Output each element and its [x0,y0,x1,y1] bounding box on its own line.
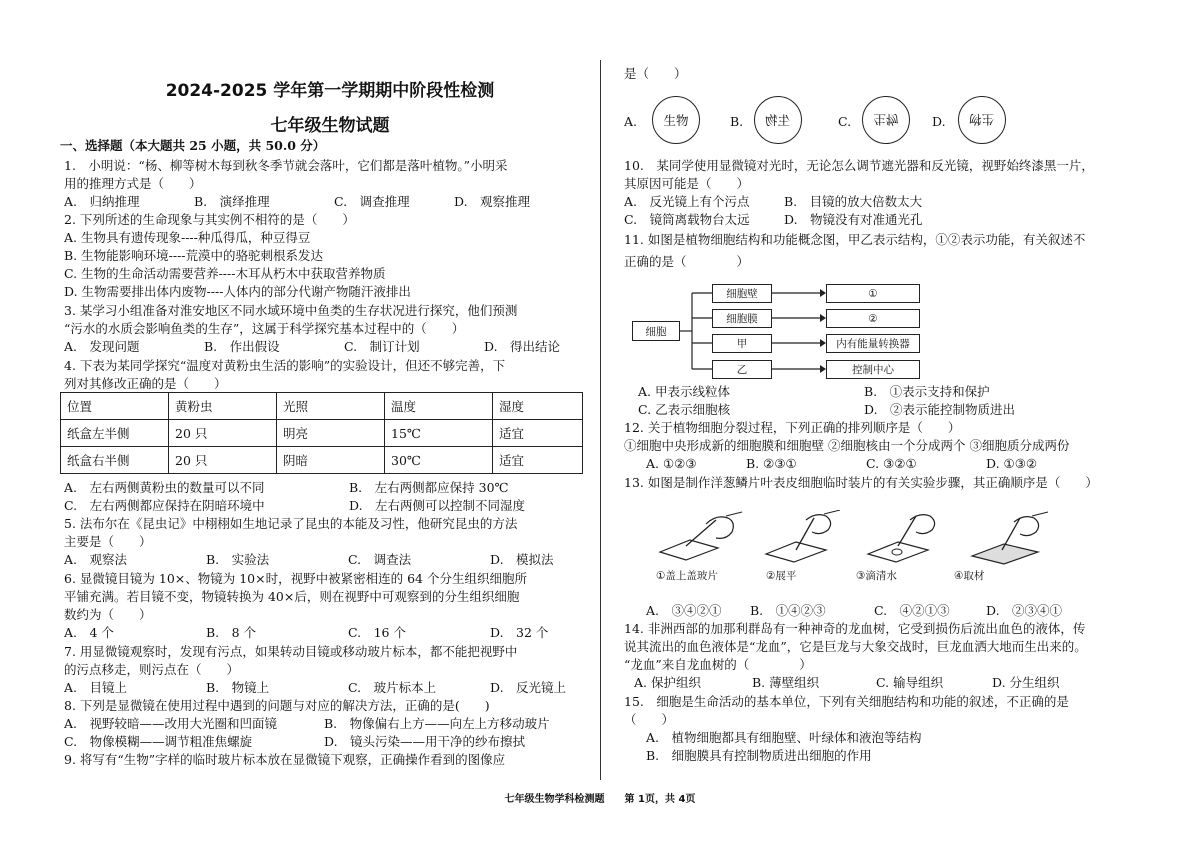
diagram-function-box [826,334,920,353]
q5-line-2: 主要是（ ） [64,534,152,549]
q3-line-1: 3. 某学习小组准备对淮安地区不同水域环境中鱼类的生存状况进行探究，他们预测 [64,303,518,318]
q2-option-d[interactable]: D. 生物需要排出体内废物----人体内的部分代谢产物随汗液排出 [64,284,411,299]
q12-line-1: 12. 关于植物细胞分裂过程，下列正确的排列顺序是（ ） [624,420,961,435]
q6-option-b[interactable]: B. 8 个 [206,625,257,640]
diagram-function-label: ② [868,312,878,325]
q14-line-1: 14. 非洲西部的加那利群岛有一种神奇的龙血树，它受到损伤后流出血色的液体，传 [624,621,1086,636]
q4-line-2: 列对其修改正确的是（ ） [64,376,227,391]
diagram-structure-box [712,360,772,379]
diagram-function-label: 内有能量转换器 [836,338,910,350]
q11-line-1: 11. 如图是植物细胞结构和功能概念图，甲乙表示结构，①②表示功能，有关叙述不 [624,232,1086,247]
q10-options-row2 [624,212,923,228]
q9-option-c-image[interactable] [862,96,910,144]
q10-line-1: 10. 某同学使用显微镜对光时，无论怎么调节遮光器和反光镜，视野始终漆黑一片， [624,158,1094,173]
q15-line-1: 15. 细胞是生命活动的基本单位，下列有关细胞结构和功能的叙述，不正确的是 [624,694,1069,709]
q7-option-b[interactable]: B. 物镜上 [206,680,270,695]
q11-option-a[interactable]: A. 甲表示线粒体 [638,384,730,399]
q2-stem: 2. 下列所述的生命现象与其实例不相符的是（ ） [64,212,355,227]
q12-option-a[interactable]: A. ①②③ [646,456,697,471]
q10-line-2: 其原因可能是（ ） [624,176,750,191]
q8-stem: 8. 下列是显微镜在使用过程中遇到的问题与对应的解决方法，正确的是( ) [64,698,490,713]
q1-option-c[interactable]: C. 调查推理 [334,194,410,209]
q9-option-a-letter[interactable]: A. [624,114,638,129]
q8-options-row1 [64,716,550,732]
table-header-cell: 温度 [385,393,493,420]
diagram-function-box [826,309,920,328]
step-flatten-drawing [766,510,840,562]
q6-line-3: 数约为（ ） [64,607,152,622]
q10-options-row1 [624,194,922,210]
q7-options [64,680,566,696]
page-footer: 七年级生物学科检测题 第 1页，共 4页 [504,794,696,805]
diagram-function-box [826,360,920,379]
q8-option-a[interactable]: A. 视野较暗——改用大光圈和凹面镜 [64,716,278,731]
q13-steps-illustration [656,510,1116,570]
q6-option-d[interactable]: D. 32 个 [490,625,549,640]
table-header-cell: 黄粉虫 [169,393,277,420]
q9-option-b-letter[interactable]: B. [730,114,744,129]
table-header-cell: 位置 [61,393,169,420]
q1-options [64,194,530,210]
q3-line-2: “污水的水质会影响鱼类的生存”，这属于科学探究基本过程中的（ ） [64,321,465,336]
q7-option-c[interactable]: C. 玻片标本上 [348,680,437,695]
q9-option-d-text: 生物 [969,112,995,127]
q10-option-d[interactable]: D. 物镜没有对准通光孔 [784,212,923,227]
diagram-root-label: 细胞 [645,325,667,338]
q12-option-c[interactable]: C. ③②① [866,456,917,471]
q4-line-1: 4. 下表为某同学探究“温度对黄粉虫生活的影响”的实验设计，但还不够完善，下 [64,358,506,373]
q14-options [634,675,1060,691]
q3-option-b[interactable]: B. 作出假设 [204,339,280,354]
q8-option-b[interactable]: B. 物像偏右上方——向左上方移动玻片 [324,716,550,731]
q13-step-label: ④取材 [954,570,985,582]
table-cell: 适宜 [493,447,583,474]
q14-option-a[interactable]: A. 保护组织 [634,675,701,690]
q11-options-row1 [638,384,990,400]
q13-step-label: ①盖上盖玻片 [656,570,718,582]
q11-option-d[interactable]: D. ②表示能控制物质进出 [864,402,1016,417]
q3-option-c[interactable]: C. 制订计划 [344,339,420,354]
diagram-structure-label: 乙 [736,364,748,376]
table-cell: 明亮 [277,420,385,447]
table-row [61,420,583,447]
q1-line-1: 1. 小明说：“杨、柳等树木每到秋冬季节就会落叶，它们都是落叶植物。”小明采 [64,158,508,173]
q11-line-2: 正确的是（ ） [624,254,750,269]
q9-option-d-image[interactable] [958,96,1006,144]
step-cover-slip-drawing [660,512,742,560]
diagram-structure-label: 甲 [736,338,748,350]
q13-stem: 13. 如图是制作洋葱鳞片叶表皮细胞临时装片的有关实验步骤，其正确顺序是（ ） [624,475,1098,490]
q10-option-a[interactable]: A. 反光镜上有个污点 [624,194,750,209]
q13-option-b[interactable]: B. ①④②③ [750,603,826,618]
q6-options [64,625,548,641]
q8-option-c[interactable]: C. 物像模糊——调节粗准焦螺旋 [64,734,253,749]
q4-options-row1 [64,480,509,496]
table-cell: 15℃ [385,420,493,447]
q10-option-c[interactable]: C. 镜筒离载物台太远 [624,212,750,227]
diagram-cell-root [632,321,680,341]
q2-option-a[interactable]: A. 生物具有遗传现象----种瓜得瓜，种豆得豆 [64,230,311,245]
table-row [61,447,583,474]
q5-option-c[interactable]: C. 调查法 [348,552,412,567]
q9-option-d-letter[interactable]: D. [932,114,946,129]
diagram-function-label: ① [868,287,878,300]
column-divider [600,60,601,780]
q5-line-1: 5. 法布尔在《昆虫记》中栩栩如生地记录了昆虫的本能及习性，他研究昆虫的方法 [64,516,518,531]
q7-line-1: 7. 用显微镜观察时，发现有污点，如果转动目镜或移动玻片标本，都不能把视野中 [64,644,518,659]
table-cell: 30℃ [385,447,493,474]
q8-options-row2 [64,734,525,750]
table-cell: 纸盒左半侧 [61,420,169,447]
q13-options [646,603,1062,619]
q1-line-2: 用的推理方式是（ ） [64,176,202,191]
exam-subtitle: 七年级生物试题 [270,116,390,136]
q15-option-a[interactable]: A. 植物细胞都具有细胞壁、叶绿体和液泡等结构 [646,730,922,745]
q13-step-label: ②展平 [766,570,797,582]
diagram-structure-box [712,334,772,353]
table-header-cell: 湿度 [493,393,583,420]
q13-step-label: ③滴清水 [856,570,897,582]
q14-option-d[interactable]: D. 分生组织 [992,675,1060,690]
diagram-structure-box [712,284,772,303]
q7-option-a[interactable]: A. 目镜上 [64,680,128,695]
table-cell: 适宜 [493,420,583,447]
q6-line-1: 6. 显微镜目镜为 10×、物镜为 10×时，视野中被紧密相连的 64 个分生组织细胞所 [64,571,527,586]
q6-option-a[interactable]: A. 4 个 [64,625,114,640]
table-cell: 纸盒右半侧 [61,447,169,474]
q8-option-d[interactable]: D. 镜头污染——用干净的纱布擦拭 [324,734,526,749]
q11-option-c[interactable]: C. 乙表示细胞核 [638,402,731,417]
step-water-drawing [868,515,935,562]
q3-option-a[interactable]: A. 发现问题 [64,339,140,354]
q5-options [64,552,554,568]
table-cell: 20 只 [169,420,277,447]
q10-option-b[interactable]: B. 目镜的放大倍数太大 [784,194,923,209]
q13-option-a[interactable]: A. ③④②① [646,603,722,618]
q12-options [646,456,1037,472]
q6-line-2: 平铺充满。若目镜不变，物镜转换为 40×后，则在视野中可观察到的分生组织细胞 [64,589,520,604]
q13-option-d[interactable]: D. ②③④① [986,603,1063,618]
q5-option-b[interactable]: B. 实验法 [206,552,270,567]
diagram-function-label: 控制中心 [852,364,894,376]
section-heading: 一、选择题（本大题共 25 小题，共 50.0 分） [60,138,326,153]
table-header-cell: 光照 [277,393,385,420]
table-cell: 20 只 [169,447,277,474]
q9-option-a-text: 生物 [663,113,689,128]
q1-option-b[interactable]: B. 演绎推理 [194,194,270,209]
q4-option-b[interactable]: B. 左右两侧都应保持 30℃ [349,480,509,495]
q13-option-c[interactable]: C. ④②①③ [874,603,950,618]
q9-stem: 9. 将写有“生物”字样的临时玻片标本放在显微镜下观察，正确操作看到的图像应 [64,752,506,767]
q11-options-row2 [638,402,1015,418]
q5-option-d[interactable]: D. 模拟法 [490,552,554,567]
q2-option-c[interactable]: C. 生物的生命活动需要营养----木耳从朽木中获取营养物质 [64,266,386,281]
q6-option-c[interactable]: C. 16 个 [348,625,406,640]
q15-option-b[interactable]: B. 细胞膜具有控制物质进出细胞的作用 [646,748,872,763]
q1-option-a[interactable]: A. 归纳推理 [64,194,140,209]
q12-line-2: ①细胞中央形成新的细胞膜和细胞壁 ②细胞核由一个分成两个 ③细胞质分成两份 [624,438,1070,453]
q1-option-d[interactable]: D. 观察推理 [454,194,531,209]
q12-option-d[interactable]: D. ①③② [986,456,1038,471]
q4-option-d[interactable]: D. 左右两侧可以控制不同湿度 [349,498,526,513]
table-header-row [61,393,583,420]
diagram-structure-label: 细胞壁 [726,288,758,300]
q14-line-3: “龙血”来自龙血树的（ ） [624,657,812,672]
diagram-structure-label: 细胞膜 [726,313,758,325]
q14-option-b[interactable]: B. 薄壁组织 [752,675,820,690]
q5-option-a[interactable]: A. 观察法 [64,552,128,567]
q4-options-row2 [64,498,525,514]
q11-option-b[interactable]: B. ①表示支持和保护 [864,384,990,399]
q9-option-c-letter[interactable]: C. [838,114,852,129]
exam-title: 2024-2025 学年第一学期期中阶段性检测 [165,81,495,101]
q9-option-b-text: 生物 [765,113,791,128]
q4-option-a[interactable]: A. 左右两侧黄粉虫的数量可以不同 [64,480,265,495]
diagram-function-box [826,284,920,303]
q14-option-c[interactable]: C. 输导组织 [876,675,944,690]
experiment-table [60,392,583,474]
q4-option-c[interactable]: C. 左右两侧都应保持在阴暗环境中 [64,498,265,513]
q9-option-b-image[interactable] [754,96,802,144]
step-take-material-drawing [972,512,1048,564]
q7-option-d[interactable]: D. 反光镜上 [490,680,567,695]
q12-option-b[interactable]: B. ②③① [746,456,797,471]
q3-option-d[interactable]: D. 得出结论 [484,339,561,354]
diagram-structure-box [712,309,772,328]
q14-line-2: 说其流出的血色液体是“龙血”，它是巨龙与大象交战时，巨龙血洒大地而生出来的。 [624,639,1087,654]
q2-option-b[interactable]: B. 生物能影响环境----荒漠中的骆驼刺根系发达 [64,248,324,263]
q9-stem-continued: 是（ ） [624,66,687,81]
q7-line-2: 的污点移走，则污点在（ ） [64,662,240,677]
table-cell: 阴暗 [277,447,385,474]
q9-option-c-text: 生物 [873,112,899,127]
q3-options [64,339,560,355]
q9-option-a-image[interactable] [652,96,700,144]
q15-line-2: （ ） [624,712,675,727]
